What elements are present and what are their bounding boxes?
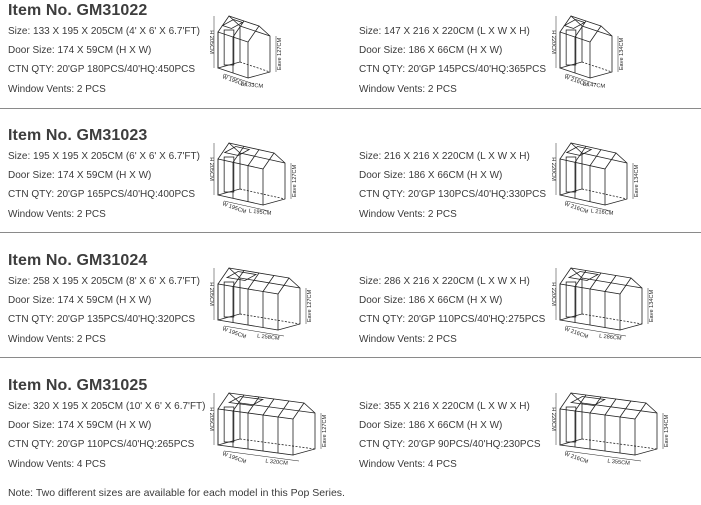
- eave-label: Eave 134CM: [634, 164, 640, 198]
- spec-list-large: [359, 397, 541, 474]
- eave-label: Eave 134CM: [664, 414, 670, 448]
- spec-list-small: [8, 22, 200, 99]
- length-label: L 258CM: [256, 333, 280, 342]
- front-gable: [560, 16, 582, 68]
- ctn-qty-text: CTN QTY: 20'GP 130PCS/40'HQ:330PCS: [359, 189, 547, 201]
- window-vents-text: Window Vents: 2 PCS: [8, 208, 106, 220]
- front-gable: [218, 16, 240, 68]
- width-label: W 195CM: [221, 201, 247, 216]
- greenhouse-diagram-small: [208, 131, 337, 223]
- height-label: H 220CM: [550, 282, 556, 306]
- greenhouse-diagram-large: [550, 4, 664, 96]
- spec-list-small: [8, 272, 200, 349]
- size-text: Size: 320 X 195 X 205CM (10' X 6' X 6.7'FT): [8, 401, 206, 412]
- front-gable: [560, 143, 582, 195]
- item-block-4: [0, 375, 701, 495]
- item-title: Item No. GM31025: [8, 377, 148, 394]
- front-gable: [218, 393, 240, 445]
- ctn-qty-text: CTN QTY: 20'GP 165PCS/40'HQ:400PCS: [8, 189, 196, 201]
- width-label: W 195CM: [221, 451, 247, 466]
- eave-label: Eave 134CM: [619, 37, 625, 71]
- eave-label: Eave 127CM: [322, 414, 328, 448]
- greenhouse-diagram-large: [550, 256, 694, 348]
- eave-label: Eave 127CM: [292, 164, 298, 198]
- length-label: L 133CM: [240, 81, 264, 90]
- front-gable: [218, 268, 240, 320]
- door-size-text: Door Size: 186 X 66CM (H X W): [359, 295, 503, 307]
- front-gable: [560, 268, 582, 320]
- door-size-text: Door Size: 174 X 59CM (H X W): [8, 45, 152, 57]
- item-title: Item No. GM31023: [8, 127, 148, 144]
- width-label: W 216CM: [563, 326, 589, 341]
- size-text: Size: 355 X 216 X 220CM (L X W X H): [359, 401, 530, 412]
- greenhouse-diagram-large: [550, 381, 699, 473]
- divider: [0, 232, 701, 233]
- height-label: H 205CM: [208, 407, 214, 431]
- height-label: H 205CM: [208, 30, 214, 54]
- window-vents-text: Window Vents: 2 PCS: [359, 333, 457, 345]
- window-vents-text: Window Vents: 2 PCS: [359, 208, 457, 220]
- size-text: Size: 147 X 216 X 220CM (L X W X H): [359, 26, 530, 37]
- ctn-qty-text: CTN QTY: 20'GP 180PCS/40'HQ:450PCS: [8, 64, 196, 76]
- window-vents-text: Window Vents: 2 PCS: [8, 333, 106, 345]
- ctn-qty-text: CTN QTY: 20'GP 110PCS/40'HQ:275PCS: [359, 314, 546, 326]
- height-label: H 205CM: [208, 282, 214, 306]
- door-size-text: Door Size: 174 X 59CM (H X W): [8, 295, 152, 307]
- size-text: Size: 286 X 216 X 220CM (L X W X H): [359, 276, 530, 287]
- item-block-1: [0, 0, 701, 120]
- greenhouse-diagram-large: [550, 131, 679, 223]
- length-label: L 195CM: [248, 208, 272, 217]
- height-label: H 220CM: [550, 157, 556, 181]
- spec-list-large: [359, 147, 546, 224]
- length-label: L 216CM: [590, 208, 614, 217]
- ctn-qty-text: CTN QTY: 20'GP 145PCS/40'HQ:365PCS: [359, 64, 547, 76]
- length-label: L 286CM: [598, 333, 622, 342]
- divider: [0, 357, 701, 358]
- footnote: Note: Two different sizes are available for each model in this Pop Series.: [8, 487, 345, 499]
- width-label: W 216CM: [563, 451, 589, 466]
- item-block-2: [0, 125, 701, 245]
- item-block-3: [0, 250, 701, 370]
- door-size-text: Door Size: 186 X 66CM (H X W): [359, 170, 503, 182]
- door-size-text: Door Size: 174 X 59CM (H X W): [8, 170, 152, 182]
- size-text: Size: 216 X 216 X 220CM (L X W X H): [359, 151, 530, 162]
- window-vents-text: Window Vents: 2 PCS: [359, 83, 457, 95]
- height-label: H 205CM: [208, 157, 214, 181]
- spec-list-large: [359, 22, 546, 99]
- length-label: L 355CM: [607, 458, 631, 467]
- door-size-text: Door Size: 186 X 66CM (H X W): [359, 45, 503, 57]
- ctn-qty-text: CTN QTY: 20'GP 90PCS/40'HQ:230PCS: [359, 439, 541, 451]
- size-text: Size: 133 X 195 X 205CM (4' X 6' X 6.7'FT): [8, 26, 200, 37]
- height-label: H 220CM: [550, 407, 556, 431]
- ctn-qty-text: CTN QTY: 20'GP 135PCS/40'HQ:320PCS: [8, 314, 196, 326]
- door-size-text: Door Size: 174 X 59CM (H X W): [8, 420, 152, 432]
- window-vents-text: Window Vents: 2 PCS: [8, 83, 106, 95]
- size-text: Size: 195 X 195 X 205CM (6' X 6' X 6.7'FT): [8, 151, 200, 162]
- spec-list-small: [8, 147, 200, 224]
- length-label: L 320CM: [265, 458, 289, 467]
- greenhouse-diagram-small: [208, 4, 322, 96]
- spec-list-small: [8, 397, 206, 474]
- length-label: L 147CM: [582, 81, 606, 90]
- size-text: Size: 258 X 195 X 205CM (8' X 6' X 6.7'FT): [8, 276, 200, 287]
- door-size-text: Door Size: 186 X 66CM (H X W): [359, 420, 503, 432]
- window-vents-text: Window Vents: 4 PCS: [8, 458, 106, 470]
- eave-label: Eave 127CM: [307, 289, 313, 323]
- width-label: W 195CM: [221, 326, 247, 341]
- greenhouse-diagram-small: [208, 381, 357, 473]
- width-label: W 195CM: [221, 74, 247, 89]
- greenhouse-diagram-small: [208, 256, 352, 348]
- window-vents-text: Window Vents: 4 PCS: [359, 458, 457, 470]
- height-label: H 220CM: [550, 30, 556, 54]
- eave-label: Eave 127CM: [277, 37, 283, 71]
- spec-list-large: [359, 272, 545, 349]
- front-gable: [560, 393, 582, 445]
- width-label: W 216CM: [563, 74, 589, 89]
- front-gable: [218, 143, 240, 195]
- ctn-qty-text: CTN QTY: 20'GP 110PCS/40'HQ:265PCS: [8, 439, 195, 451]
- divider: [0, 108, 701, 109]
- eave-label: Eave 134CM: [649, 289, 655, 323]
- item-title: Item No. GM31022: [8, 2, 148, 19]
- width-label: W 216CM: [563, 201, 589, 216]
- item-title: Item No. GM31024: [8, 252, 148, 269]
